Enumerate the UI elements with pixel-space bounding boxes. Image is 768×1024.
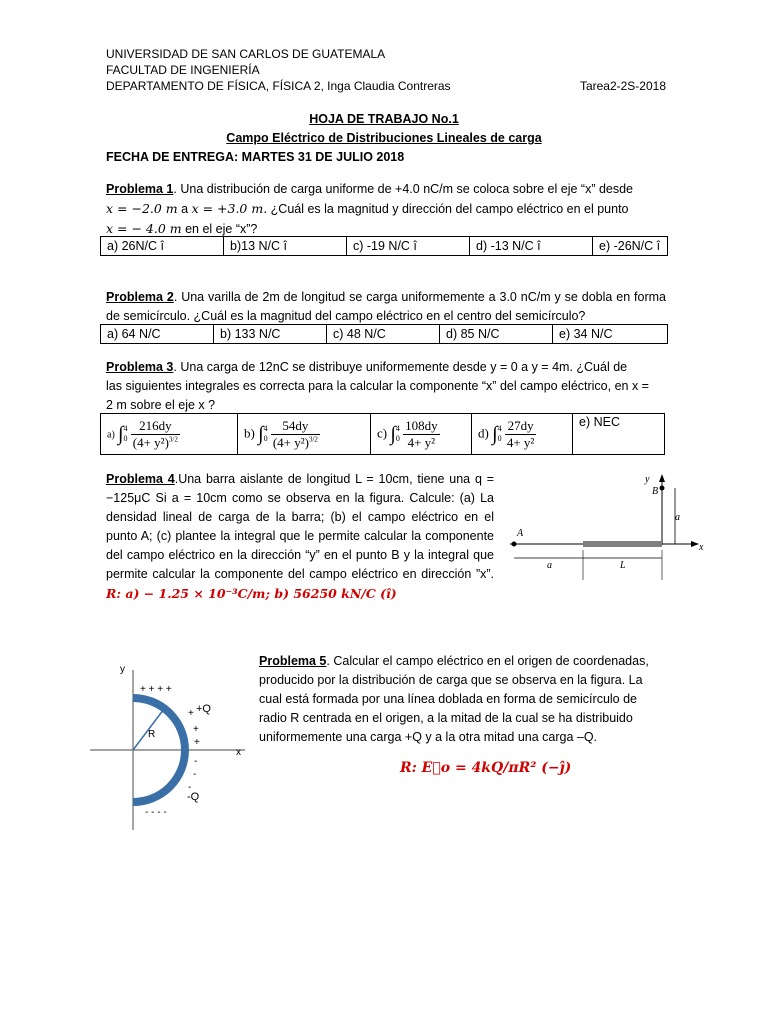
problem-2-text <box>106 288 666 326</box>
due-date: FECHA DE ENTREGA: MARTES 31 DE JULIO 2018 <box>106 150 405 164</box>
problem-5-answer: R: E⃗o = 4kQ/πR² (−ĵ) <box>400 760 572 776</box>
upper-limit: 4 <box>497 424 502 433</box>
minus-signs: - <box>193 769 197 780</box>
problem-4-label: Problema 4 <box>106 472 175 486</box>
plus-signs: + + + + <box>140 684 172 695</box>
p1-option-b[interactable]: b)13 N/C î <box>224 237 347 256</box>
p3-option-a[interactable] <box>101 414 238 455</box>
faculty-name: FACULTAD DE INGENIERÍA <box>106 63 260 77</box>
fig4-label-b: B <box>652 486 659 497</box>
p2-option-a[interactable]: a) 64 N/C <box>101 325 214 344</box>
upper-limit: 4 <box>263 424 268 433</box>
minus-signs: - - - - <box>145 807 167 818</box>
problem-2-options <box>100 324 668 344</box>
problem-1-x2: x = +3.0 m. <box>191 201 268 216</box>
minus-signs: - <box>194 756 198 767</box>
fig4-label-y: y <box>645 474 650 485</box>
page-title: HOJA DE TRABAJO No.1 <box>309 112 459 126</box>
p3-opt-c-label: c) <box>377 424 388 440</box>
problem-1-text-a: . Una distribución de carga uniforme de +4.0 nC/m se coloca sobre el eje “x” desde <box>173 182 634 196</box>
upper-limit: 4 <box>395 424 400 433</box>
fig4-label-a-vertical: a <box>675 512 680 523</box>
plus-signs: + <box>194 737 200 748</box>
fig4-label-l: L <box>620 560 626 571</box>
p1-option-c[interactable]: c) -19 N/C î <box>347 237 470 256</box>
p3-den-a: (4+ y²) <box>132 434 169 450</box>
problem-5-label: Problema 5 <box>259 654 327 668</box>
problem-3-text <box>106 358 666 415</box>
p3-exp-a: 3/2 <box>168 435 178 444</box>
problem-1-x1: x = −2.0 m <box>106 201 178 216</box>
integral-sign-icon: ∫ <box>118 422 124 445</box>
p3-den-c: 4+ y² <box>407 434 436 450</box>
p3-den-b: (4+ y²) <box>272 434 309 450</box>
p3-option-b[interactable] <box>238 414 371 455</box>
p3-option-d[interactable] <box>472 414 573 455</box>
p1-option-a[interactable]: a) 26N/C î <box>101 237 224 256</box>
integral-sign-icon: ∫ <box>390 422 396 445</box>
fig4-label-x: x <box>699 542 704 553</box>
problem-5-figure <box>90 660 255 840</box>
plus-signs: + <box>188 708 194 719</box>
problem-1-text-b: ¿Cuál es la magnitud y dirección del campo eléctrico en el punto <box>267 202 629 216</box>
p3-num-a: 216dy <box>131 418 180 435</box>
problem-3-text-a: . Una carga de 12nC se distribuye uniformemente desde y = 0 a y = 4m. ¿Cuál de <box>173 360 628 374</box>
p1-option-d[interactable]: d) -13 N/C î <box>470 237 593 256</box>
p3-num-c: 108dy <box>405 417 438 433</box>
fig4-label-a-horizontal: a <box>547 560 552 571</box>
integral-sign-icon: ∫ <box>492 422 498 445</box>
problem-3-options <box>100 413 665 455</box>
assignment-code: Tarea2-2S-2018 <box>579 79 666 93</box>
problem-2-body: . Una varilla de 2m de longitud se carga uniformemente a 3.0 nC/m y se dobla en forma de semicírculo. ¿Cuál es la magnitud del campo eléctrico en el centro del semicírculo? <box>106 290 667 323</box>
problem-1-conj: a <box>177 202 192 216</box>
problem-1-label: Problema 1 <box>106 182 174 196</box>
p1-option-e[interactable]: e) -26N/C î <box>593 237 668 256</box>
department-line: DEPARTAMENTO DE FÍSICA, FÍSICA 2, Inga Claudia Contreras <box>106 79 451 93</box>
problem-1-options <box>100 236 668 256</box>
problem-5-body: . Calcular el campo eléctrico en el origen de coordenadas, producido por la distribución de carga que se observa en la figura. La cual está formada por una línea doblada en forma de semicírculo de radio R centrada en el origen, a la mitad de la cual se ha distribuido uniformemente una carga +Q y a la otra mitad una carga –Q. <box>259 654 649 744</box>
lower-limit: 0 <box>263 434 268 443</box>
point-b-marker <box>660 486 665 491</box>
p3-opt-b-label: b) <box>244 424 255 440</box>
problem-3-text-c: 2 m sobre el eje x ? <box>106 398 216 412</box>
y-arrow-icon <box>659 474 665 482</box>
university-name: UNIVERSIDAD DE SAN CARLOS DE GUATEMALA <box>106 47 386 61</box>
problem-1-x3: x = − 4.0 m <box>106 221 182 236</box>
problem-4-text <box>106 470 494 604</box>
plus-signs: + <box>193 724 199 735</box>
p2-option-d[interactable]: d) 85 N/C <box>440 325 553 344</box>
p2-option-b[interactable]: b) 133 N/C <box>214 325 327 344</box>
problem-2-label: Problema 2 <box>106 290 174 304</box>
lower-limit: 0 <box>123 434 128 443</box>
problem-3-label: Problema 3 <box>106 360 174 374</box>
p3-opt-a-label: a) <box>107 428 115 440</box>
p3-opt-d-label: d) <box>478 424 489 440</box>
lower-limit: 0 <box>395 434 400 443</box>
p3-num-d: 27dy <box>505 418 536 435</box>
problem-1-text-c: en el eje “x”? <box>181 222 258 236</box>
lower-limit: 0 <box>497 434 502 443</box>
p2-option-c[interactable]: c) 48 N/C <box>327 325 440 344</box>
problem-4-figure <box>505 470 720 585</box>
problem-5-text <box>259 652 659 747</box>
minus-signs: - <box>188 782 192 793</box>
fig5-label-x: x <box>236 747 241 758</box>
x-arrow-icon <box>691 541 699 547</box>
problem-3-text-b: las siguientes integrales es correcta para la calcular la componente “x” del campo eléctrico, en x = <box>106 379 649 393</box>
upper-limit: 4 <box>123 424 128 433</box>
problem-1-text <box>106 180 666 239</box>
charged-bar <box>583 541 662 547</box>
page-subtitle: Campo Eléctrico de Distribuciones Lineales de carga <box>226 131 542 145</box>
fig5-label-y: y <box>120 664 125 675</box>
header <box>106 46 666 94</box>
title-block <box>0 110 768 148</box>
problem-4-answer: R: a) − 1.25 × 10⁻³C/m; b) 56250 kN/C (î) <box>106 586 397 601</box>
fig5-label-minus-q: -Q <box>187 791 200 803</box>
p3-option-c[interactable] <box>371 414 472 455</box>
point-a-marker <box>512 542 517 547</box>
p3-exp-b: 3/2 <box>308 435 318 444</box>
integral-sign-icon: ∫ <box>258 422 264 445</box>
p3-option-e[interactable]: e) NEC <box>573 414 665 455</box>
fig5-label-r: R <box>148 729 156 740</box>
p3-den-d: 4+ y² <box>506 434 535 450</box>
p2-option-e[interactable]: e) 34 N/C <box>553 325 668 344</box>
fig5-label-plus-q: +Q <box>196 703 211 715</box>
fig4-label-a-point: A <box>517 528 524 539</box>
problem-4-body: .Una barra aislante de longitud L = 10cm, tiene una q = −125μC Si a = 10cm como se observa en la figura. Calcule: (a) La densidad lineal de carga de la barra; (b) el campo eléctrico en el punto A; (c) plantee la integral que le permite calcular la componente del campo eléctrico en la dirección “y” en el punto B y la integral que permite calcular la componente del campo eléctrico en dirección ”x”. <box>106 472 495 581</box>
p3-num-b: 54dy <box>271 418 320 435</box>
